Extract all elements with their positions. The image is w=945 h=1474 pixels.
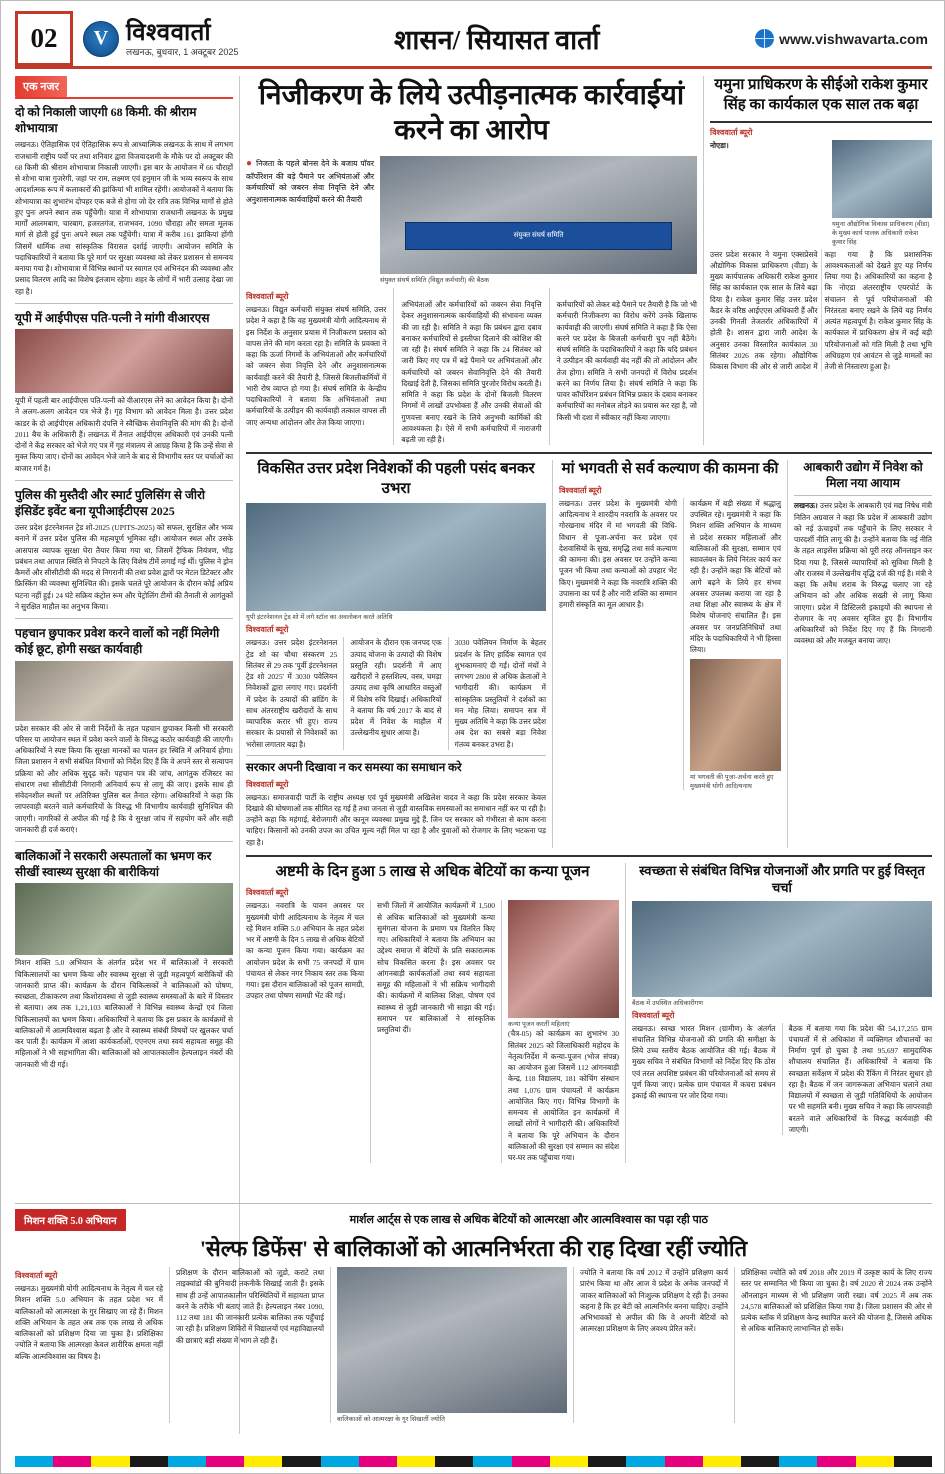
bhagwati-byline: विश्ववार्ता ब्यूरो bbox=[559, 485, 602, 495]
bhagwati-col-2: कार्यक्रम में बड़ी संख्या में श्रद्धालु उपस्थित रहे। मुख्यमंत्री ने कहा कि मिशन शक्ति अभियान के माध्यम से प्रदेश सरकार महिलाओं और बालिकाओं की सुरक्षा, सम्मान एवं स्वावलंबन के लिये निरंतर कार्य कर रही है। उन्होंने कहा कि बेटियों को आगे बढ़ने के लिये हर संभव अवसर उपलब्ध कराया जा रहा है तथा शिक्षा और स्वास्थ्य के क्षेत्र में विशेष योजनाएं संचालित हैं। इस अवसर पर जनप्रतिनिधियों तथा मंदिर के पदाधिकारियों ने भी हिस्सा लिया। bbox=[690, 498, 781, 654]
rail-item bbox=[15, 625, 233, 835]
rail-item bbox=[15, 487, 233, 612]
bhagwati-photo-caption: मां भगवती की पूजा-अर्चना करते हुए मुख्यमंत्री योगी आदित्यनाथ bbox=[690, 774, 774, 791]
mission-tag: मिशन शक्ति 5.0 अभियान bbox=[15, 1209, 126, 1231]
swachhta-col-2: बैठक में बताया गया कि प्रदेश की 54,17,255 ग्राम पंचायतों में से अधिकांश में व्यक्तिगत शौचालयों का निर्माण पूर्ण हो चुका है तथा 95,697 सामुदायिक शौचालय संचालित हैं। अधिकारियों ने बताया कि स्वच्छता सर्वेक्षण में प्रदेश की रैंकिंग में निरंतर सुधार हो रहा है। बैठक में जन जागरूकता अभियान चलाने तथा विद्यालयों में स्वच्छता से जुड़ी गतिविधियों के आयोजन पर भी सहमति बनी। मुख्य सचिव ने कहा कि लापरवाही बरतने वाले अधिकारियों के विरुद्ध कार्यवाही की जाएगी। bbox=[788, 1023, 932, 1134]
rail-item bbox=[15, 848, 233, 1070]
rail-header-label: एक नजर bbox=[15, 76, 67, 97]
lead-photo-banner: संयुक्त संघर्ष समिति bbox=[405, 222, 671, 250]
brand-logo bbox=[73, 11, 238, 66]
vikasit-col-2: आयोजन के दौरान एक जनपद एक उत्पाद योजना के उत्पादों की विशेष प्रस्तुति रही। प्रदर्शनी में आए खरीदारों ने हस्तशिल्प, वस्त्र, चमड़ा उत्पाद तथा कृषि आधारित वस्तुओं में विशेष रुचि दिखाई। अधिकारियों ने बताया कि वर्ष 2017 के बाद से प्रदेश में निवेश के माहौल में उल्लेखनीय सुधार आया है। bbox=[350, 638, 442, 738]
vikasit-byline: विश्ववार्ता ब्यूरो bbox=[246, 625, 289, 635]
cmyk-color-bar bbox=[15, 1456, 932, 1467]
lead-photo-caption: संयुक्त संघर्ष समिति (विद्युत कर्मचारी) की बैठक bbox=[380, 277, 490, 284]
lead-column-2: अभियंताओं और कर्मचारियों को जबरन सेवा निवृत्ति देकर अनुशासनात्मक कार्यवाहियों की संभावना व्यक्त की जा रही है। समिति ने कहा कि प्रबंधन द्वारा दबाव बनाकर कर्मचारियों से इस्तीफा दिलाने की कोशिश की जा रही है। संघर्ष समिति ने कहा कि 24 सितंबर को जारी किए गए पत्र में बड़े पैमाने पर अभियंताओं और कर्मचारियों को जबरन सेवानिवृत्ति देने की तैयारी दिखाई देती है, जिसका समिति पुरजोर विरोध करती है। समिति ने कहा कि प्रदेश के दोनों बिजली वितरण निगमों में लाखों उपभोक्ता हैं और उनकी सेवाओं की गुणवत्ता बनाए रखने के लिये अनुभवी कार्मिकों की आवश्यकता है। ऐसे में सभी कर्मचारियों में नाराजगी बढ़ती जा रही है। bbox=[401, 300, 542, 444]
mission-photo-caption: बालिकाओं को आत्मरक्षा के गुर सिखातीं ज्योति bbox=[337, 1416, 446, 1423]
ashtami-headline: अष्टमी के दिन हुआ 5 लाख से अधिक बेटियों का कन्या पूजन bbox=[275, 863, 590, 880]
ashtami-col-3: (चैत्र-05) को कार्यक्रम का शुभारंभ 30 सितंबर 2025 को जिलाधिकारी महोदय के नेतृत्व/निर्देश में कन्या-पूजन (भोज संपन्न) का आयोजन हुआ जिसमें 112 आंगनबाड़ी केन्द्र, 118 विद्यालय, 181 कोचिंग संस्थान तथा 1,076 ग्राम पंचायतों में कार्यक्रम आयोजित किए गए। विभिन्न विभागों के समन्वय से आयोजित इन कार्यक्रमों में लाखों लोगों ने भागीदारी की। अधिकारियों ने बताया कि पूरे अभियान के दौरान बालिकाओं की सुरक्षा एवं सम्मान का संदेश घर-घर तक पहुँचाया गया। bbox=[508, 1029, 619, 1163]
mission-photo bbox=[337, 1267, 567, 1413]
ashtami-photo bbox=[508, 900, 619, 1018]
lead-headline: निजीकरण के लिये उत्पीड़नात्मक कार्रवाईयां करने का आरोप bbox=[258, 80, 685, 146]
rail-item bbox=[15, 310, 233, 474]
brand-title: विश्ववार्ता bbox=[126, 19, 212, 46]
yamuna-story bbox=[710, 76, 932, 445]
rail-item-title: बालिकाओं ने सरकारी अस्पतालों का भ्रमण कर सीखीं स्वास्थ्य सुरक्षा की बारीकियां bbox=[15, 849, 212, 880]
vikasit-photo bbox=[246, 503, 546, 611]
bhagwati-col-1: लखनऊ। उत्तर प्रदेश के मुख्यमंत्री योगी आदित्यनाथ ने शारदीय नवरात्रि के अवसर पर गोरखनाथ मंदिर में मां भगवती की विधि-विधान से पूजा-अर्चना कर प्रदेश एवं देशवासियों के सुख, समृद्धि तथा सर्व कल्याण की कामना की। इस अवसर पर उन्होंने कन्या पूजन भी किया तथा कन्याओं को उपहार भेंट किए। मुख्यमंत्री ने कहा कि नवरात्रि शक्ति की उपासना का पर्व है और नारी शक्ति का सम्मान हमारी संस्कृति का मूल आधार है। bbox=[559, 498, 677, 609]
yamuna-headline: यमुना प्राधिकरण के सीईओ राकेश कुमार सिंह का कार्यकाल एक साल तक बढ़ा bbox=[714, 77, 928, 113]
sarkar-byline: विश्ववार्ता ब्यूरो bbox=[246, 779, 289, 789]
lead-bullet-text: निजता के पहले बोनस देने के बजाय पॉवर कॉर्पोरेशन की बड़े पैमाने पर अभियंताओं और कर्मचारियों को जबरन सेवा निवृत्ति देने और अनुशासनात्मक कार्यवाहियों करने की तैयारी bbox=[246, 159, 375, 204]
yamuna-photo-caption: यमुना औद्योगिक विकास प्राधिकरण (वीडा) के मुख्य कार्य पालक अधिकारी राकेश कुमार सिंह bbox=[832, 220, 930, 246]
bhagwati-photo bbox=[690, 659, 781, 771]
ashtami-byline: विश्ववार्ता ब्यूरो bbox=[246, 888, 289, 898]
yamuna-byline: विश्ववार्ता ब्यूरो bbox=[710, 127, 753, 137]
lead-column-3: कर्मचारियों को लेकर बड़े पैमाने पर तैयारी है कि जो भी कर्मचारी निजीकरण का विरोध करेंगे उनके खिलाफ कार्यवाही की जाएगी। संघर्ष समिति ने कहा है कि ऐसा करने पर प्रदेश के बिजली कर्मचारी चुप नहीं बैठेंगे। संघर्ष समिति के पदाधिकारियों ने कहा कि यदि प्रबंधन ने उत्पीड़न की कार्यवाही बंद नहीं की तो आंदोलन और तेज होगा। समिति ने सभी जनपदों में विरोध प्रदर्शन करने का निर्णय लिया है। संघर्ष समिति ने कहा कि पावर कॉर्पोरेशन प्रबंधन विभिन्न प्रकार के दबाव बनाकर कर्मचारियों का मनोबल तोड़ने का प्रयास कर रहा है, जो किसी भी दशा में स्वीकार नहीं किया जाएगा। bbox=[556, 300, 697, 422]
rail-item-text: लखनऊ। ऐतिहासिक एवं ऐतिहासिक रूप से आध्यात्मिक लखनऊ के साथ में लगभग राजधानी राष्ट्रीय पर्वों पर तथा शनिवार द्वारा विजयादशमी के मौके पर दो अक्टूबर की 68 किमी की श्रीराम शोभायात्रा निकाली जाएगी। इस बार के आयोजन में 66 चौराहों से शोभा यात्रा गुजरेगी, जहां पर राम, लक्ष्मण एवं हनुमान जी के भव्य स्वरूप के साथ आदर्शात्मक रूप में कलाकारों की झांकियां भी शामिल रहेंगी। आयोजकों ने बताया कि शोभायात्रा का शुभारंभ दोपहर एक बजे से होगा जो देर रात्रि तक विभिन्न मार्गों से होते हुए पुनः अपने स्थान तक पहुँचेगी। यात्रा में शोभायात्रा राजधानी लखनऊ के प्रमुख मार्गों आलमबाग, चारबाग, हजरतगंज, राजभवन, 1090 चौराहा और समता मूलक मार्ग से होती हुई पुनः अपने स्थल तक पहुँचेगी। यात्रा में करीब 161 झाकियां होंगी जिसमें धार्मिक तथा सांस्कृतिक विरासत दर्शाई जाएगी। आयोजन समिति के पदाधिकारियों ने बताया कि पूरे मार्ग पर सुरक्षा व्यवस्था को लेकर प्रशासन से समन्वय बनाया गया है। शोभायात्रा में विभिन्न स्थानों पर स्वागत एवं अभिनंदन की व्यवस्था और प्रसाद वितरण आदि का विशेष इंतजाम रहेगा। शहर के लोगों में भारी उत्साह देखा जा रहा है। bbox=[15, 140, 233, 296]
mission-bar bbox=[15, 1203, 932, 1231]
swachhta-story bbox=[632, 863, 932, 1164]
mission-col-3: ज्योति ने बताया कि वर्ष 2012 में उन्होंने प्रशिक्षण कार्य प्रारंभ किया था और आज वे प्रदेश के अनेक जनपदों में जाकर बालिकाओं को निःशुल्क प्रशिक्षण दे रही हैं। उनका कहना है कि हर बेटी को आत्मनिर्भर बनना चाहिए। उन्होंने अभिभावकों से अपील की कि वे अपनी बेटियों को आत्मरक्षा प्रशिक्षण के लिए अवश्य प्रेरित करें। bbox=[580, 1268, 728, 1334]
rail-item-title: दो को निकाली जाएगी 68 किमी. की श्रीराम शोभायात्रा bbox=[15, 105, 197, 136]
rail-item bbox=[15, 104, 233, 297]
lead-photo bbox=[380, 156, 697, 274]
mission-headline: 'सेल्फ डिफेंस' से बालिकाओं को आत्मनिर्भरता की राह दिखा रहीं ज्योति bbox=[199, 1235, 748, 1261]
abkari-dateline: लखनऊ। bbox=[794, 501, 818, 511]
mission-col-2: प्रशिक्षण के दौरान बालिकाओं को जूडो, कराटे तथा ताइक्वांडो की बुनियादी तकनीकें सिखाई जाती हैं। इसके साथ ही उन्हें आपातकालीन परिस्थितियों में सहायता प्राप्त करने के तरीके भी बताए जाते हैं। हेल्पलाइन नंबर 1090, 112 तथा 181 की जानकारी प्रत्येक बालिका तक पहुँचाई जा रही है। प्रशिक्षण शिविरों में विद्यालयों एवं महाविद्यालयों की छात्राएं बड़ी संख्या में भाग ले रही हैं। bbox=[176, 1268, 324, 1345]
ashtami-story bbox=[246, 863, 619, 1164]
bullet-dot-icon: ● bbox=[246, 158, 254, 169]
mission-subhead: मार्शल आर्ट्स से एक लाख से अधिक बेटियों को आत्मरक्षा और आत्मविश्वास का पढ़ा रही पाठ bbox=[349, 1214, 708, 1226]
vikasit-col-3: 3030 पवेलियन निर्माण के बेहतर प्रदर्शन के लिए हार्दिक स्वागत एवं शुभकामनाएं दी गईं। दोनों मंचों ने लगभग 2800 से अधिक क्रेताओं ने भागीदारी की। कार्यक्रम में सांस्कृतिक प्रस्तुतियों ने दर्शकों का मन मोह लिया। समापन सत्र में मुख्य अतिथि ने कहा कि उत्तर प्रदेश अब देश का सबसे बड़ा निवेश गंतव्य बनकर उभरा है। bbox=[454, 638, 546, 749]
website-link[interactable] bbox=[755, 11, 932, 66]
abkari-headline: आबकारी उद्योग में निवेश को मिला नया आयाम bbox=[803, 460, 923, 490]
website-url: www.vishwavarta.com bbox=[779, 30, 928, 47]
sarkar-text: लखनऊ। समाजवादी पार्टी के राष्ट्रीय अध्यक्ष एवं पूर्व मुख्यमंत्री अखिलेश यादव ने कहा कि प्रदेश सरकार केवल दिखावे की घोषणाओं तक सीमित रह गई है तथा जनता से जुड़ी वास्तविक समस्याओं का समाधान नहीं कर पा रही है। उन्होंने कहा कि महंगाई, बेरोजगारी और कानून व्यवस्था प्रमुख मुद्दे हैं, जिन पर सरकार को गंभीरता से काम करना चाहिए। किसानों को उनकी उपज का उचित मूल्य नहीं मिल पा रहा है और युवाओं को रोजगार के लिए भटकना पड़ रहा है। bbox=[246, 792, 546, 847]
ashtami-col-1: लखनऊ। नवरात्रि के पावन अवसर पर मुख्यमंत्री योगी आदित्यनाथ के नेतृत्व में चल रहे मिशन शक्ति 5.0 अभियान के तहत प्रदेश भर में अष्टमी के दिन 5 लाख से अधिक बेटियों का कन्या पूजन किया गया। कार्यक्रम का आयोजन प्रदेश के सभी 75 जनपदों में ग्राम पंचायत से लेकर नगर निकाय स्तर तक किया गया। इस दौरान बालिकाओं को पूजन सामग्री, उपहार तथा पोषण सामग्री भेंट की गई। bbox=[246, 901, 364, 1001]
ashtami-photo-caption: कन्या पूजन करतीं महिलाएं bbox=[508, 1021, 570, 1029]
mission-shakti-section bbox=[15, 1197, 932, 1424]
rail-item-text: यूपी में पहली बार आईपीएस पति-पत्नी को वीआरएस लेने का आवेदन किया है। दोनों ने अलग-अलग आवेदन पत्र भेजे हैं। गृह विभाग को आवेदन मिला है। उत्तर प्रदेश काडर के दो आईपीएस अधिकारी दंपत्ति ने स्वैच्छिक सेवानिवृत्ति की मांग की है। दोनों 2011 बैच के अधिकारी हैं। लखनऊ में तैनात आईपीएस अधिकारी एवं उनकी पत्नी दोनों ने केंद्र सरकार को भेजे गए पत्र में गृह मंत्रालय से आग्रह किया है कि उन्हें सेवा से मुक्त किया जाए। दोनों का आवेदन भेजे जाने के बाद से विभागीय स्तर पर चर्चाओं का बाजार गर्म है। bbox=[15, 396, 233, 473]
vikasit-photo-caption: यूपी इंटरनेशनल ट्रेड शो में लगे स्टॉल का अवलोकन करते अतिथि bbox=[246, 614, 393, 622]
rail-item-text: उत्तर प्रदेश इंटरनेशनल ट्रेड शो-2025 (UPITS-2025) को सफल, सुरक्षित और भव्य बनाने में उत्तर प्रदेश पुलिस की महत्वपूर्ण भूमिका रही। आयोजन स्थल और उसके आसपास व्यापक सुरक्षा घेरा तैयार किया गया था, जिसमें ट्रैफिक नियंत्रण, भीड़ प्रबंधन तथा आपात स्थिति से निपटने के लिए विशेष टीमें लगाई गई थीं। पुलिस ने ड्रोन कैमरों और सीसीटीवी की मदद से निगरानी की तथा प्रवेश द्वारों पर मेटल डिटेक्टर और फ्रिस्किंग की व्यवस्था सुनिश्चित की। इसके चलते पूरे आयोजन के दौरान कोई अप्रिय घटना नहीं हुई। 24 घंटे सक्रिय कंट्रोल रूम और पेट्रोलिंग टीमों की तैनाती से आगंतुकों ने सुरक्षित माहौल का अनुभव किया। bbox=[15, 523, 233, 611]
bhagwati-story bbox=[559, 460, 781, 848]
mission-col-1: लखनऊ। मुख्यमंत्री योगी आदित्यनाथ के नेतृत्व में चल रहे मिशन शक्ति 5.0 अभियान के तहत प्रदेश भर में बालिकाओं को आत्मरक्षा के गुर सिखाए जा रहे हैं। मिशन शक्ति अभियान के तहत अब तक एक लाख से अधिक बालिकाओं को प्रशिक्षण दिया जा चुका है। प्रशिक्षिका ज्योति ने बताया कि आत्मरक्षा केवल शारीरिक क्षमता नहीं बल्कि आत्मविश्वास का विषय है। bbox=[15, 1284, 163, 1361]
bhagwati-headline: मां भगवती से सर्व कल्याण की कामना की bbox=[561, 461, 779, 478]
yamuna-text: उत्तर प्रदेश सरकार ने यमुना एक्सप्रेसवे औद्योगिक विकास प्राधिकरण (वीडा) के मुख्य कार्यपालक अधिकारी राकेश कुमार सिंह का कार्यकाल एक साल के लिये बढ़ा दिया है। राकेश कुमार सिंह उत्तर प्रदेश कैडर के वरिष्ठ आईएएस अधिकारी हैं और उनकी गिनती तेजतर्रार अधिकारियों में होती है। शासन द्वारा जारी आदेश के अनुसार उनका विस्तारित कार्यकाल 30 सितंबर 2026 तक रहेगा। औद्योगिक विकास विभाग की ओर से जारी आदेश में कहा गया है कि प्रशासनिक आवश्यकताओं को देखते हुए यह निर्णय लिया गया है। अधिकारियों का कहना है कि नोएडा अंतरराष्ट्रीय एयरपोर्ट के संचालन से पूर्व परियोजनाओं की निरंतरता बनाए रखने के लिये यह निर्णय अत्यंत महत्वपूर्ण है। राकेश कुमार सिंह के कार्यकाल में प्राधिकरण क्षेत्र में कई बड़ी परियोजनाओं को गति मिली है तथा भूमि अधिग्रहण एवं आवंटन से जुड़े मामलों का तेजी से निस्तारण हुआ है। bbox=[710, 249, 932, 372]
mission-col-4: प्रशिक्षिका ज्योति को वर्ष 2018 और 2019 में उत्कृष्ट कार्य के लिए राज्य स्तर पर सम्मानित भी किया जा चुका है। वर्ष 2020 से 2024 तक उन्होंने ऑनलाइन माध्यम से भी प्रशिक्षण जारी रखा। वर्ष 2025 में अब तक 24,578 बालिकाओं को प्रशिक्षित किया गया है। जिला प्रशासन की ओर से प्रत्येक ब्लॉक में प्रशिक्षण केन्द्र स्थापित करने की योजना है, जिससे अधिक से अधिक बालिकाएं लाभान्वित हो सकें। bbox=[741, 1268, 932, 1334]
rail-item-photo bbox=[15, 661, 233, 721]
rail-item-title: पुलिस की मुस्तैदी और स्मार्ट पुलिसिंग से जीरो इंसिडेंट इवेंट बना यूपीआईटीएस 2025 bbox=[15, 487, 206, 518]
abkari-text: उत्तर प्रदेश के आबकारी एवं मद्य निषेध मंत्री नितिन अग्रवाल ने कहा कि प्रदेश में आबकारी उद्योग को नई ऊंचाइयों तक पहुँचाने के लिए सरकार ने पारदर्शी नीति लागू की है। उन्होंने बताया कि नई नीति के तहत लाइसेंस प्रक्रिया को पूरी तरह ऑनलाइन कर दिया गया है, जिससे व्यापारियों को सुविधा मिली है और राजस्व में उल्लेखनीय वृद्धि दर्ज की गई है। मंत्री ने कहा कि अवैध शराब के विरुद्ध चलाए जा रहे अभियान को और अधिक सख्ती से लागू किया जाएगा। प्रदेश में डिस्टिलरी इकाइयों की स्थापना से रोजगार के नए अवसर सृजित हुए हैं। विभागीय अधिकारियों को निर्देश दिए गए हैं कि निगरानी व्यवस्था को और मजबूत बनाया जाए। bbox=[794, 501, 933, 646]
vikasit-col-1: लखनऊ। उत्तर प्रदेश इंटरनेशनल ट्रेड शो का चौथा संस्करण 25 सितंबर से 29 तक 'पूर्वी इंटरनेशनल ट्रेड शो 2025' में 3030 पवेलियन निवेशकों द्वारा लगाए गए। प्रदर्शनी में प्रदेश के उत्पादों की ब्रांडिंग के साथ अंतरराष्ट्रीय खरीदारों के साथ व्यापारिक करार भी हुए। राज्य सरकार के प्रयासों से निवेशकों का भरोसा लगातार बढ़ा है। bbox=[246, 638, 338, 749]
mission-byline: विश्ववार्ता ब्यूरो bbox=[15, 1271, 58, 1280]
swachhta-photo-caption: बैठक में उपस्थित अधिकारीगण bbox=[632, 999, 704, 1007]
rail-item-text: मिशन शक्ति 5.0 अभियान के अंतर्गत प्रदेश भर में बालिकाओं ने सरकारी चिकित्सालयों का भ्रमण किया और स्वास्थ्य सुरक्षा से जुड़ी महत्वपूर्ण बारीकियों की जानकारी प्राप्त की। कार्यक्रम के दौरान चिकित्सकों ने बालिकाओं को पोषण, स्वच्छता, टीकाकरण तथा किशोरावस्था से जुड़ी स्वास्थ्य समस्याओं के बारे में विस्तार से बताया। अब तक 1,21,103 बालिकाओं ने विभिन्न स्वास्थ्य केन्द्रों एवं जिला चिकित्सालयों का भ्रमण किया। अधिकारियों ने बताया कि इस प्रकार के कार्यक्रमों से बालिकाओं में आत्मविश्वास बढ़ता है और वे स्वास्थ्य संबंधी विषयों पर खुलकर चर्चा कर पाती हैं। कार्यक्रम में आशा कार्यकर्ताओं, एएनएम तथा स्वयं सहायता समूह की महिलाओं ने भी सहभागिता की। बालिकाओं को आपातकालीन हेल्पलाइन नंबरों की जानकारी भी दी गई। bbox=[15, 958, 233, 1069]
sarkar-headline: सरकार अपनी दिखावा न कर समस्या का समाधान करे bbox=[246, 761, 462, 774]
section-title: शासन/ सियासत वार्ता bbox=[393, 25, 600, 55]
yamuna-dateline: नोएडा। bbox=[710, 140, 729, 150]
rail-item-photo bbox=[15, 329, 233, 393]
lead-byline: विश्ववार्ता ब्यूरो bbox=[246, 292, 289, 301]
vikasit-headline: विकसित उत्तर प्रदेश निवेशकों की पहली पसंद बनकर उभरा bbox=[257, 461, 535, 497]
rail-item-text: प्रदेश सरकार की ओर से जारी निर्देशों के तहत पहचान छुपाकर किसी भी सरकारी परिसर या आयोजन स्थल में प्रवेश करने वालों के विरुद्ध कठोर कार्यवाही की जाएगी। अधिकारियों ने स्पष्ट किया कि सुरक्षा मानकों का पालन हर स्थिति में अनिवार्य होगा। जिला प्रशासन ने सभी संबंधित विभागों को निर्देश दिए हैं कि वे अपने स्तर से सत्यापन प्रक्रिया को और अधिक सुदृढ़ करें। पहचान पत्र की जांच, आगंतुक रजिस्टर का संधारण तथा सीसीटीवी निगरानी अनिवार्य रूप से लागू की जाए। इसके साथ ही संवेदनशील स्थलों पर अतिरिक्त पुलिस बल तैनात रहेगा। अधिकारियों ने कहा कि लापरवाही बरतने वाले कर्मचारियों के विरुद्ध भी विभागीय कार्यवाही सुनिश्चित की जाएगी। नागरिकों से अपील की गई है कि वे सुरक्षा जांच में सहयोग करें और सही जानकारी ही दर्ज कराएं। bbox=[15, 723, 233, 834]
rail-item-photo bbox=[15, 883, 233, 955]
abkari-story bbox=[794, 460, 932, 848]
swachhta-headline: स्वच्छता से संबंधित विभिन्न योजनाओं और प्रगति पर हुई विस्तृत चर्चा bbox=[639, 862, 925, 895]
brand-subtitle: लखनऊ, बुधवार, 1 अक्टूबर 2025 bbox=[126, 46, 239, 57]
swachhta-col-1: लखनऊ। स्वच्छ भारत मिशन (ग्रामीण) के अंतर्गत संचालित विभिन्न योजनाओं की प्रगति की समीक्षा के लिये उच्च स्तरीय बैठक आयोजित की गई। बैठक में मुख्य सचिव ने संबंधित विभागों को निर्देश दिए कि ठोस एवं तरल अपशिष्ट प्रबंधन की परियोजनाओं को समय से पूर्ण किया जाए। प्रत्येक ग्राम पंचायत में कचरा प्रबंधन इकाई की स्थापना पर जोर दिया गया। bbox=[632, 1023, 776, 1101]
swachhta-photo bbox=[632, 901, 932, 997]
swachhta-byline: विश्ववार्ता ब्यूरो bbox=[632, 1010, 675, 1020]
masthead bbox=[15, 11, 932, 69]
vikasit-story bbox=[246, 460, 546, 848]
page-number: 02 bbox=[15, 11, 73, 66]
yamuna-photo bbox=[832, 140, 932, 218]
vishwavarta-logo-icon bbox=[83, 21, 119, 57]
rail-item-title: पहचान छुपाकर प्रवेश करने वालों को नहीं मिलेगी कोई छूट, होगी सख्त कार्यवाही bbox=[15, 626, 220, 657]
rail-header bbox=[15, 76, 233, 99]
globe-icon bbox=[755, 29, 774, 48]
rail-item-title: यूपी में आईपीएस पति-पत्नी ने मांगी वीआरएस bbox=[15, 310, 210, 325]
ashtami-col-2: सभी जिलों में आयोजित कार्यक्रमों में 1,500 से अधिक बालिकाओं को मुख्यमंत्री कन्या सुमंगला योजना के प्रमाण पत्र वितरित किए गए। अधिकारियों ने बताया कि अभियान का उद्देश्य समाज में बेटियों के प्रति सकारात्मक सोच विकसित करना है। इस अवसर पर आंगनबाड़ी कार्यकर्ताओं तथा स्वयं सहायता समूह की महिलाओं ने भी सक्रिय भागीदारी की। कार्यक्रमों में बालिका शिक्षा, पोषण एवं स्वास्थ्य से जुड़ी जानकारी भी साझा की गई। समापन पर बालिकाओं ने सांस्कृतिक प्रस्तुतियां दीं। bbox=[377, 901, 495, 1035]
lead-column-1: लखनऊ। विद्युत कर्मचारी संयुक्त संघर्ष समिति, उत्तर प्रदेश ने कहा है कि वह मुख्यमंत्री योगी आदित्यनाथ से इस निर्देश के अनुसार प्रयास में निजीकरण प्रस्ताव को वापस लेने की मांग करता रहा है। समिति के प्रवक्ता ने कहा कि ऊर्जा निगमों के अभियंताओं और कर्मचारियों को जबरन सेवा निवृत्ति देने और अनुशासनात्मक कार्यवाही करने की तैयारी है, जिससे बिजलीकर्मियों में भारी रोष व्याप्त हो गया है। संघर्ष समिति के केन्द्रीय पदाधिकारियों ने बताया कि अभियंताओं तथा कर्मचारियों के उत्पीड़न की कार्यवाही तत्काल वापस ली जाए अन्यथा आंदोलन और तेज किया जाएगा। bbox=[246, 305, 387, 427]
lead-bullet bbox=[246, 156, 374, 205]
